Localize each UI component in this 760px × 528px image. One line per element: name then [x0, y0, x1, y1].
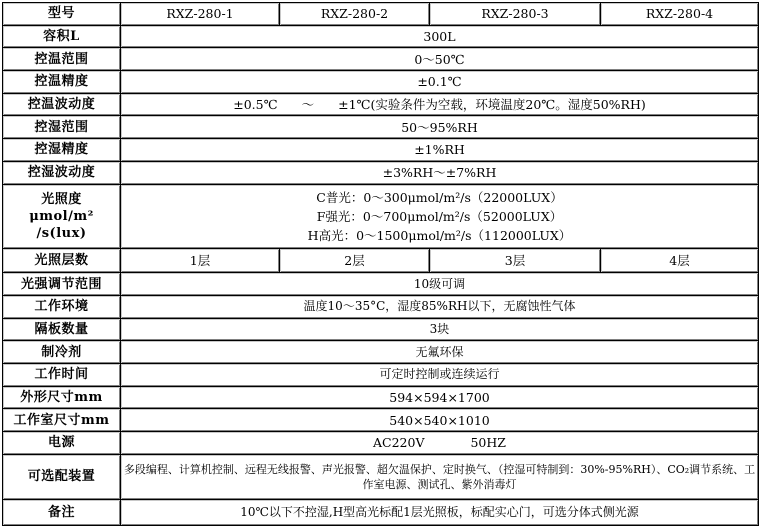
row-notes	[3, 500, 758, 525]
light-layers-3: 3层	[430, 249, 601, 273]
options-label: 可选配装置	[3, 455, 121, 500]
temp-fluctuation-a: ±0.5℃	[233, 97, 278, 113]
row-inner-size	[3, 409, 758, 432]
light-layers-label: 光照层数	[3, 249, 121, 273]
row-light-adjust	[3, 273, 758, 296]
row-refrigerant	[3, 341, 758, 364]
row-model	[3, 3, 758, 26]
humidity-precision-value: ±1%RH	[121, 139, 758, 162]
illumination-label-line-3: /s(lux)	[36, 225, 87, 241]
temp-range-label: 控温范围	[3, 48, 121, 71]
illumination-line-h: H高光：0～1500μmol/m²/s（112000LUX）	[307, 227, 572, 243]
work-time-value: 可定时控制或连续运行	[121, 364, 758, 387]
options-value: 多段编程、计算机控制、远程无线报警、声光报警、超欠温保护、定时换气、（控湿可特制到：30%-95%RH）、CO₂调节系统、工作室电源、测试孔、紫外消毒灯	[121, 455, 758, 500]
humidity-fluctuation-label: 控湿波动度	[3, 162, 121, 185]
row-outer-size	[3, 387, 758, 410]
shelves-value: 3块	[121, 319, 758, 342]
refrigerant-label: 制冷剂	[3, 341, 121, 364]
shelves-label: 隔板数量	[3, 319, 121, 342]
light-layers-2: 2层	[280, 249, 430, 273]
row-humidity-range	[3, 116, 758, 139]
illumination-label-line-1: 光照度	[41, 191, 82, 207]
light-layers-4: 4层	[601, 249, 758, 273]
power-label: 电源	[3, 432, 121, 455]
power-value	[121, 432, 758, 455]
light-adjust-value: 10级可调	[121, 273, 758, 296]
humidity-range-value: 50～95%RH	[121, 116, 758, 139]
outer-size-label: 外形尺寸mm	[3, 387, 121, 410]
illumination-label-line-2: μmol/m²	[29, 208, 94, 224]
row-power	[3, 432, 758, 455]
light-layers-1: 1层	[121, 249, 280, 273]
model-3: RXZ-280-3	[430, 3, 601, 26]
volume-label: 容积L	[3, 26, 121, 49]
temp-range-value: 0～50℃	[121, 48, 758, 71]
volume-value: 300L	[121, 26, 758, 49]
light-adjust-label: 光强调节范围	[3, 273, 121, 296]
row-temp-fluctuation	[3, 94, 758, 117]
spec-table	[2, 2, 759, 526]
temp-precision-label: 控温精度	[3, 71, 121, 94]
row-temp-range	[3, 48, 758, 71]
row-environment	[3, 296, 758, 319]
row-light-layers	[3, 249, 758, 273]
temp-fluctuation-label: 控温波动度	[3, 94, 121, 117]
row-humidity-precision	[3, 139, 758, 162]
humidity-precision-label: 控湿精度	[3, 139, 121, 162]
temp-fluctuation-value	[121, 94, 758, 117]
environment-value: 温度10～35°C，湿度85%RH以下，无腐蚀性气体	[121, 296, 758, 319]
inner-size-value: 540×540×1010	[121, 409, 758, 432]
model-1: RXZ-280-1	[121, 3, 280, 26]
power-voltage: AC220V	[373, 435, 425, 451]
power-frequency: 50HZ	[470, 435, 506, 451]
row-temp-precision	[3, 71, 758, 94]
illumination-line-c: C普光：0～300μmol/m²/s（22000LUX）	[316, 189, 563, 205]
row-humidity-fluctuation	[3, 162, 758, 185]
illumination-line-f: F强光：0～700μmol/m²/s（52000LUX）	[316, 208, 563, 224]
model-label: 型号	[3, 3, 121, 26]
work-time-label: 工作时间	[3, 364, 121, 387]
notes-label: 备注	[3, 500, 121, 525]
notes-value: 10℃以下不控湿,H型高光标配1层光照板，标配实心门，可选分体式侧光源	[121, 500, 758, 525]
temp-fluctuation-sep: ～	[301, 97, 315, 113]
temp-fluctuation-b: ±1℃(实验条件为空载，环境温度20℃。湿度50%RH)	[338, 97, 646, 113]
temp-precision-value: ±0.1℃	[121, 71, 758, 94]
model-4: RXZ-280-4	[601, 3, 758, 26]
humidity-fluctuation-value: ±3%RH～±7%RH	[121, 162, 758, 185]
illumination-value	[121, 185, 758, 250]
row-shelves	[3, 319, 758, 342]
humidity-range-label: 控湿范围	[3, 116, 121, 139]
row-options	[3, 455, 758, 500]
row-volume	[3, 26, 758, 49]
refrigerant-value: 无氟环保	[121, 341, 758, 364]
environment-label: 工作环境	[3, 296, 121, 319]
inner-size-label: 工作室尺寸mm	[3, 409, 121, 432]
illumination-label	[3, 185, 121, 250]
row-work-time	[3, 364, 758, 387]
row-illumination	[3, 185, 758, 250]
outer-size-value: 594×594×1700	[121, 387, 758, 410]
model-2: RXZ-280-2	[280, 3, 430, 26]
